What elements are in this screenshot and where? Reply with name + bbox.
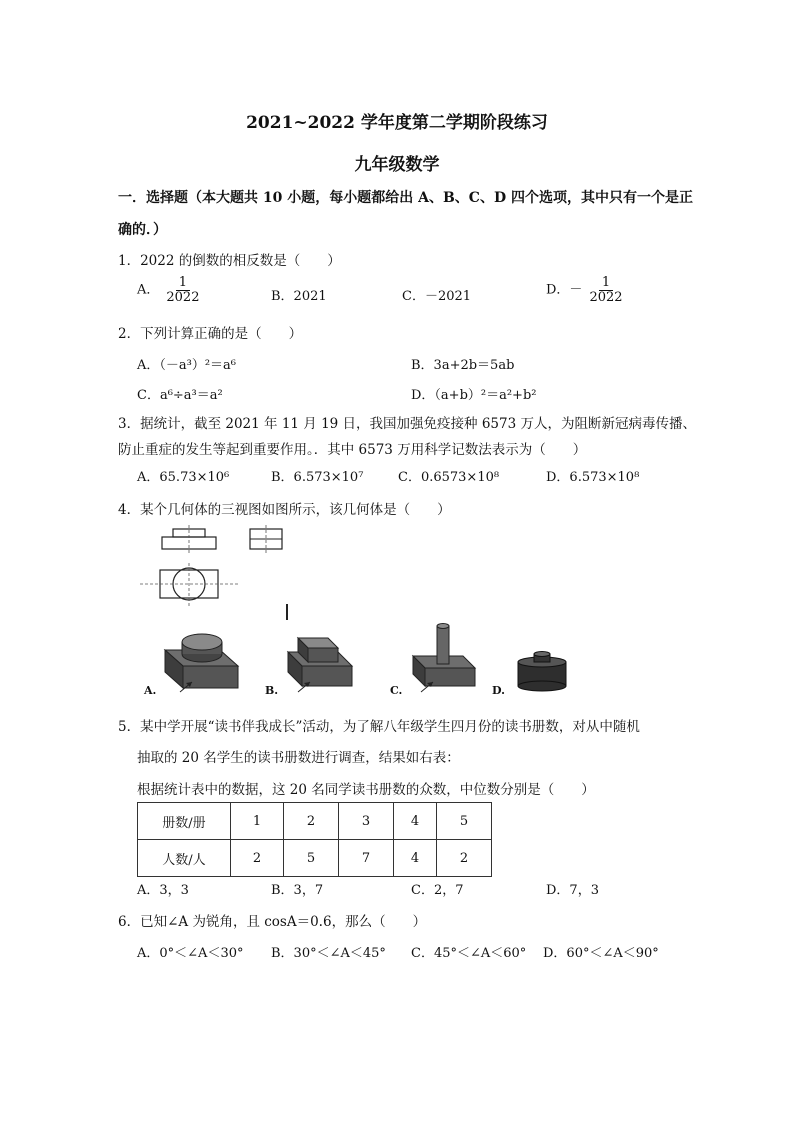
q1-d-denominator: 2022 <box>589 289 623 305</box>
q4-solid-c <box>395 622 495 698</box>
table-row <box>138 803 492 840</box>
table-cell: 4 <box>394 803 437 840</box>
q4-solid-a <box>140 628 250 698</box>
question-3-line1: 3．据统计，截至 2021 年 11 月 19 日，我国加强免疫接种 6573 万人，为阻断新冠病毒传播、 <box>118 416 696 432</box>
q1-option-c: C．－2021 <box>402 289 472 304</box>
question-6: 6．已知∠A 为锐角，且 cosA＝0.6，那么（ ） <box>118 914 427 930</box>
question-5-line1: 5．某中学开展“读书伴我成长”活动，为了解八年级学生四月份的读书册数，对从中随机 <box>118 719 640 735</box>
q3-option-c: C．0.6573×10⁸ <box>398 470 500 485</box>
q6-option-a: A．0°＜∠A＜30° <box>137 946 244 961</box>
q1-option-b: B．2021 <box>271 289 327 304</box>
table-cell: 册数/册 <box>138 803 231 840</box>
q2-option-a: A．（－a³）²＝a⁶ <box>137 358 237 373</box>
q3-option-b: B．6.573×10⁷ <box>271 470 364 485</box>
q1-d-fraction <box>586 276 625 304</box>
page-title: 2021~2022 学年度第二学期阶段练习 <box>246 113 548 133</box>
q1-a-label: A． <box>137 282 160 298</box>
page-subtitle: 九年级数学 <box>354 155 440 175</box>
table-row <box>138 840 492 877</box>
reading-stats-table <box>137 802 492 877</box>
table-cell: 7 <box>339 840 394 877</box>
q3-option-a: A．65.73×10⁶ <box>137 470 230 485</box>
table-cell: 4 <box>394 840 437 877</box>
question-4: 4．某个几何体的三视图如图所示，该几何体是（ ） <box>118 502 451 518</box>
q1-d-label: D．－ <box>546 282 583 298</box>
q5-option-b: B．3，7 <box>271 883 324 898</box>
q1-option-a <box>137 276 202 304</box>
section-heading-line1: 一．选择题（本大题共 10 小题，每小题都给出 A、B、C、D 四个选项，其中只有一个是正 <box>118 190 693 206</box>
table-cell: 3 <box>339 803 394 840</box>
q5-option-d: D．7，3 <box>546 883 599 898</box>
table-cell: 2 <box>284 803 339 840</box>
text-cursor <box>286 604 288 620</box>
q4-solid-b <box>268 628 368 698</box>
three-view-drawing <box>140 525 300 625</box>
question-5-line2: 抽取的 20 名学生的读书册数进行调查，结果如右表： <box>137 750 460 766</box>
q6-option-d: D．60°＜∠A＜90° <box>543 946 659 961</box>
table-cell: 2 <box>231 840 284 877</box>
q5-option-a: A．3，3 <box>137 883 189 898</box>
table-cell: 5 <box>284 840 339 877</box>
q4-label-b: B. <box>265 684 279 697</box>
table-cell: 1 <box>231 803 284 840</box>
q5-option-c: C．2，7 <box>411 883 464 898</box>
q1-d-numerator: 1 <box>599 276 613 291</box>
table-cell: 人数/人 <box>138 840 231 877</box>
q6-option-b: B．30°＜∠A＜45° <box>271 946 386 961</box>
question-1: 1．2022 的倒数的相反数是（ ） <box>118 253 341 269</box>
question-3-line2: 防止重症的发生等起到重要作用。．其中 6573 万用科学记数法表示为（ ） <box>118 442 587 458</box>
q1-a-fraction <box>163 276 202 304</box>
q1-a-numerator: 1 <box>176 276 190 291</box>
q3-option-d: D．6.573×10⁸ <box>546 470 640 485</box>
q4-solid-d <box>512 648 572 692</box>
q2-option-d: D．（a+b）²＝a²+b² <box>411 388 537 403</box>
q1-a-denominator: 2022 <box>166 289 200 305</box>
question-5-line3: 根据统计表中的数据，这 20 名同学读书册数的众数，中位数分别是（ ） <box>137 782 595 798</box>
q4-label-c: C. <box>390 684 403 697</box>
q4-label-a: A. <box>144 684 157 697</box>
q2-option-b: B．3a+2b＝5ab <box>411 358 515 373</box>
q6-option-c: C．45°＜∠A＜60° <box>411 946 527 961</box>
q1-option-d <box>546 276 626 304</box>
question-2: 2．下列计算正确的是（ ） <box>118 326 303 342</box>
section-heading-line2: 确的．） <box>118 222 167 238</box>
table-cell: 5 <box>437 803 492 840</box>
q4-label-d: D. <box>492 684 505 697</box>
q2-option-c: C．a⁶÷a³＝a² <box>137 388 223 403</box>
table-cell: 2 <box>437 840 492 877</box>
